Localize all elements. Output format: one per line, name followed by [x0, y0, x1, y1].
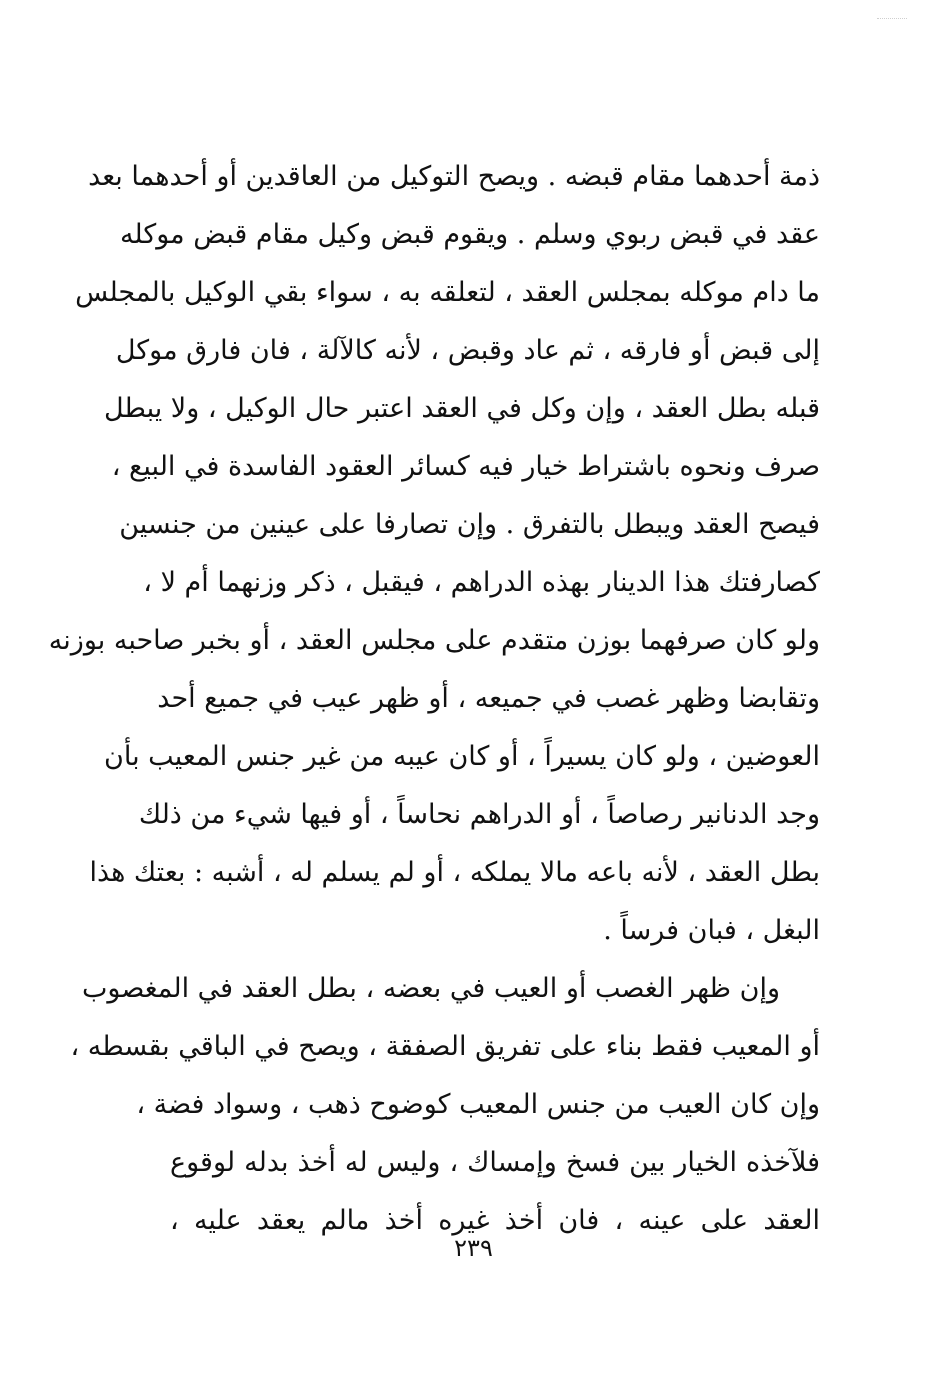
- text-line: البغل ، فبان فرساً .: [603, 915, 820, 946]
- text-line: وتقابضا وظهر غصب في جميعه ، أو ظهر عيب في جميع أحد: [157, 683, 820, 714]
- text-line: ذمة أحدهما مقام قبضه . ويصح التوكيل من العاقدين أو أحدهما بعد: [88, 161, 820, 192]
- text-line: ولو كان صرفهما بوزن متقدم على مجلس العقد ، أو بخبر صاحبه بوزنه: [48, 625, 820, 656]
- text-line: وجد الدنانير رصاصاً ، أو الدراهم نحاساً ، أو فيها شيء من ذلك: [138, 799, 820, 830]
- text-line: إلى قبض أو فارقه ، ثم عاد وقبض ، لأنه كالآلة ، فان فارق موكل: [115, 335, 820, 366]
- text-line: قبله بطل العقد ، وإن وكل في العقد اعتبر حال الوكيل ، ولا يبطل: [103, 393, 820, 424]
- text-line: كصارفتك هذا الدينار بهذه الدراهم ، فيقبل ، ذكر وزنهما أم لا ،: [143, 567, 820, 598]
- text-line: ما دام موكله بمجلس العقد ، لتعلقه به ، سواء بقي الوكيل بالمجلس: [75, 277, 820, 308]
- text-line: وإن ظهر الغصب أو العيب في بعضه ، بطل العقد في المغصوب: [81, 973, 780, 1004]
- text-line: فيصح العقد ويبطل بالتفرق . وإن تصارفا على عينين من جنسين: [119, 509, 820, 540]
- text-line: صرف ونحوه باشتراط خيار فيه كسائر العقود الفاسدة في البيع ،: [111, 451, 820, 482]
- body-text: [48, 148, 820, 1250]
- text-line: العوضين ، ولو كان يسيراً ، أو كان عيبه من غير جنس المعيب بأن: [104, 741, 820, 772]
- scan-mark: [877, 18, 907, 25]
- text-line: فلآخذه الخيار بين فسخ وإمساك ، وليس له أخذ بدله لوقوع: [170, 1147, 820, 1178]
- text-line: عقد في قبض ربوي وسلم . ويقوم قبض وكيل مقام قبض موكله: [119, 219, 820, 250]
- page-number: ٢٣٩: [454, 1234, 493, 1262]
- text-line: العقد على عينه ، فان أخذ غيره أخذ مالم يعقد عليه ،: [170, 1205, 820, 1236]
- text-line: وإن كان العيب من جنس المعيب كوضوح ذهب ، وسواد فضة ،: [136, 1089, 820, 1120]
- text-line: بطل العقد ، لأنه باعه مالا يملكه ، أو لم يسلم له ، أشبه : بعتك هذا: [89, 857, 820, 888]
- text-line: أو المعيب فقط بناء على تفريق الصفقة ، ويصح في الباقي بقسطه ،: [70, 1031, 820, 1062]
